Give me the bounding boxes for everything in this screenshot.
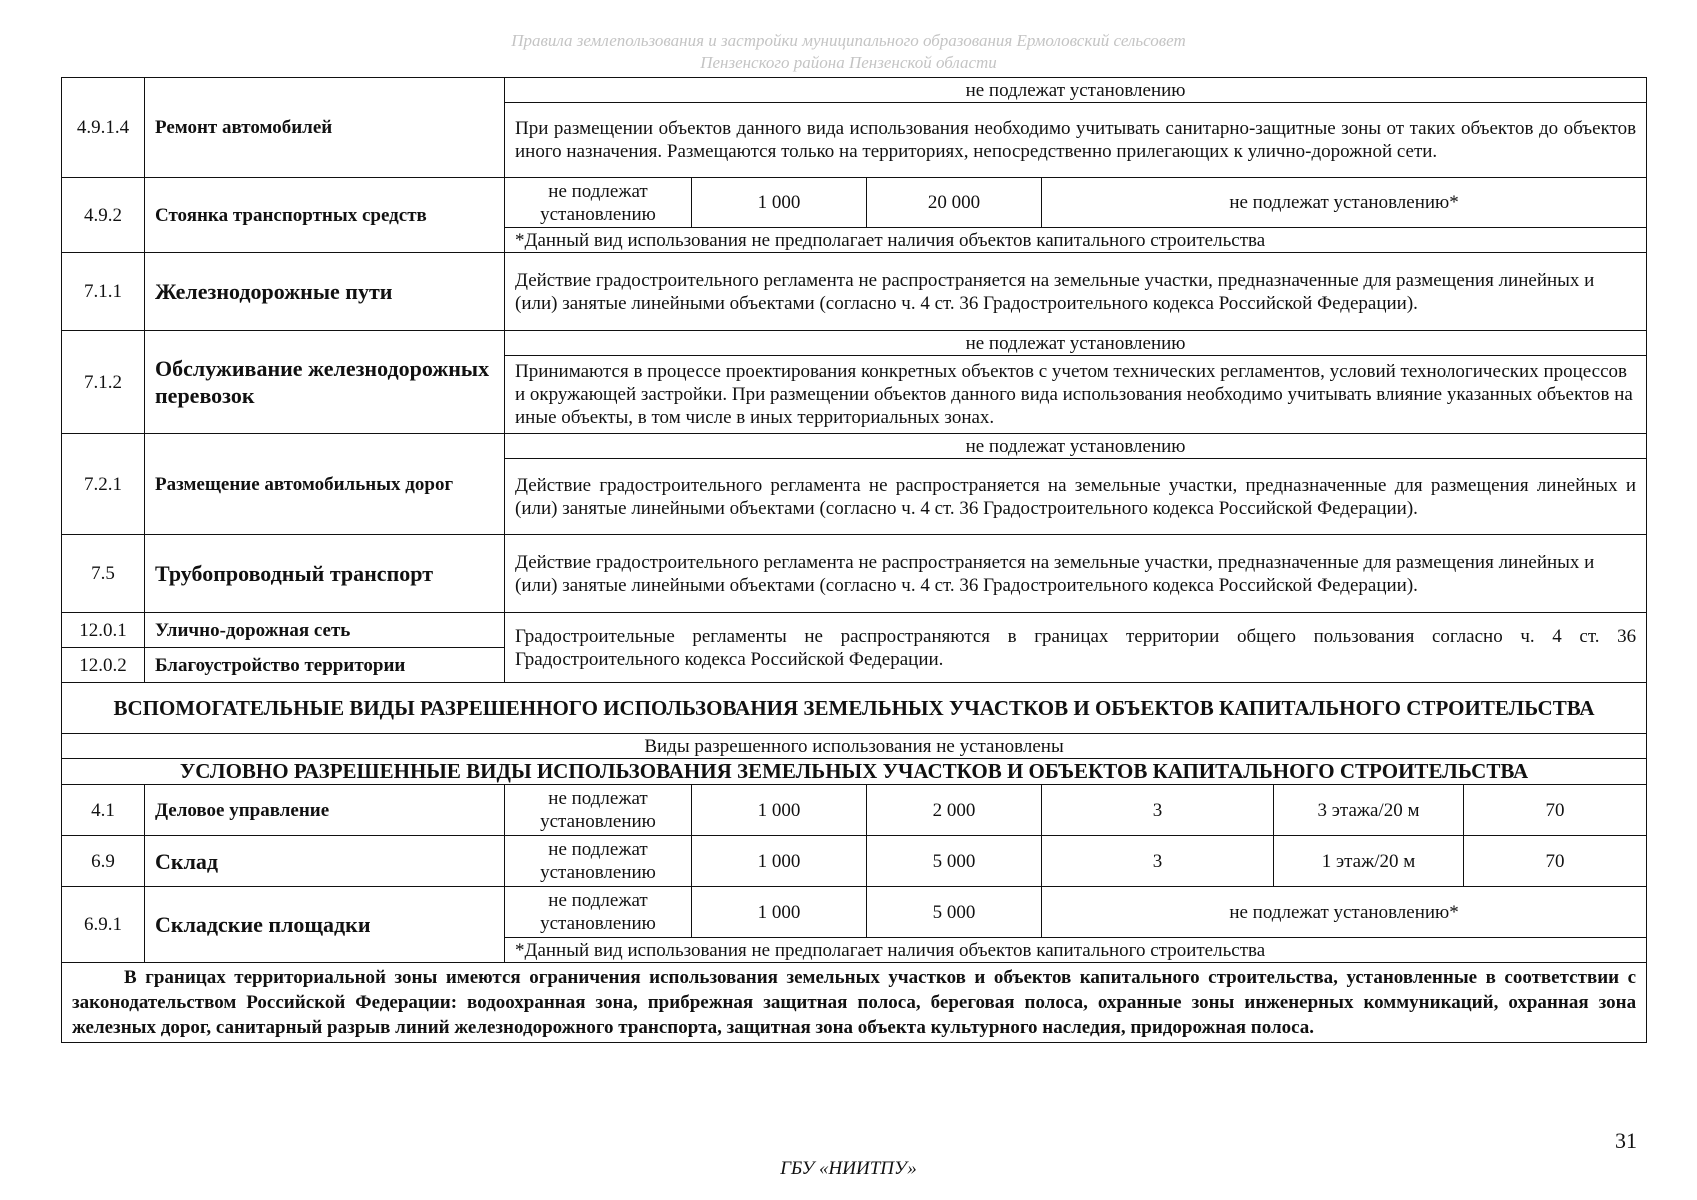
row-name: Улично-дорожная сеть: [145, 613, 505, 648]
row-code: 4.9.2: [62, 178, 145, 253]
page-number: 31: [1615, 1128, 1637, 1153]
row-text: Принимаются в процессе проектирования конкретных объектов с учетом технических регламентов, условий технологических процессов и окружающей застройки. При размещении объектов данного вида использования необходимо учитывать влияние указанных объектов на иные объекты, в том числе в иных территориальных зонах.: [505, 356, 1647, 434]
cell-area-max: 2 000: [867, 785, 1042, 836]
cell-height: 3 этажа/20 м: [1274, 785, 1464, 836]
header-line-1: Правила землепользования и застройки муниципального образования Ермоловский сельсовет: [511, 31, 1186, 50]
cell-width-min: не подлежат установлению: [505, 887, 692, 938]
cell-coverage: 70: [1464, 836, 1647, 887]
page-footer: ГБУ «НИИТПУ»: [780, 1158, 917, 1179]
row-name: Железнодорожные пути: [145, 253, 505, 331]
table-row: [62, 178, 1647, 228]
row-name: Обслуживание железнодорожных перевозок: [145, 331, 505, 434]
cell-area-min: 1 000: [692, 178, 867, 228]
table-row: [62, 613, 1647, 648]
row-name: Склад: [145, 836, 505, 887]
row-code: 4.1: [62, 785, 145, 836]
table-row: [62, 734, 1647, 759]
cell-rest: не подлежат установлению*: [1042, 887, 1647, 938]
row-text: Действие градостроительного регламента не распространяется на земельные участки, предназначенные для размещения линейных и (или) занятые линейными объектами (согласно ч. 4 ст. 36 Градостроительного кодекса Российской Федерации).: [505, 459, 1647, 535]
cell-width-min: не подлежат установлению: [505, 178, 692, 228]
row-name: Складские площадки: [145, 887, 505, 963]
table-row: [62, 434, 1647, 459]
row-name: Благоустройство территории: [145, 648, 505, 683]
section-title-conditional: УСЛОВНО РАЗРЕШЕННЫЕ ВИДЫ ИСПОЛЬЗОВАНИЯ ЗЕМЕЛЬНЫХ УЧАСТКОВ И ОБЪЕКТОВ КАПИТАЛЬНОГО СТРОИТЕЛЬСТВА: [62, 759, 1647, 785]
cell-area-min: 1 000: [692, 887, 867, 938]
regulations-table: [61, 77, 1647, 1043]
row-code: 7.1.1: [62, 253, 145, 331]
row-name: Стоянка транспортных средств: [145, 178, 505, 253]
row-name: Трубопроводный транспорт: [145, 535, 505, 613]
row-footnote: *Данный вид использования не предполагает наличия объектов капитального строительства: [505, 938, 1647, 963]
section-note: Виды разрешенного использования не установлены: [62, 734, 1647, 759]
table-row: [62, 836, 1647, 887]
cell-area-max: 5 000: [867, 887, 1042, 938]
cell-setback: 3: [1042, 836, 1274, 887]
row-value: не подлежат установлению: [505, 78, 1647, 103]
cell-area-min: 1 000: [692, 836, 867, 887]
cell-coverage: 70: [1464, 785, 1647, 836]
table-row: [62, 887, 1647, 938]
cell-area-min: 1 000: [692, 785, 867, 836]
row-code: 7.2.1: [62, 434, 145, 535]
cell-height: 1 этаж/20 м: [1274, 836, 1464, 887]
table-row: [62, 253, 1647, 331]
row-code: 6.9.1: [62, 887, 145, 963]
row-code: 12.0.2: [62, 648, 145, 683]
cell-rest: не подлежат установлению*: [1042, 178, 1647, 228]
cell-setback: 3: [1042, 785, 1274, 836]
section-row: [62, 759, 1647, 785]
cell-width-min: не подлежат установлению: [505, 785, 692, 836]
section-row: [62, 683, 1647, 734]
table-row: [62, 963, 1647, 1043]
row-code: 6.9: [62, 836, 145, 887]
row-name: Деловое управление: [145, 785, 505, 836]
row-value: не подлежат установлению: [505, 331, 1647, 356]
table-row: [62, 78, 1647, 103]
row-code: 12.0.1: [62, 613, 145, 648]
section-title-auxiliary: ВСПОМОГАТЕЛЬНЫЕ ВИДЫ РАЗРЕШЕННОГО ИСПОЛЬЗОВАНИЯ ЗЕМЕЛЬНЫХ УЧАСТКОВ И ОБЪЕКТОВ КАПИТАЛЬНОГО СТРОИТЕЛЬСТВА: [62, 683, 1647, 734]
row-text: При размещении объектов данного вида использования необходимо учитывать санитарно-защитные зоны от таких объектов до объектов иного назначения. Размещаются только на территориях, непосредственно прилегающих к улично-дорожной сети.: [505, 103, 1647, 178]
cell-width-min: не подлежат установлению: [505, 836, 692, 887]
table-row: [62, 785, 1647, 836]
zone-restrictions-note: В границах территориальной зоны имеются ограничения использования земельных участков и объектов капитального строительства, установленные в соответствии с законодательством Российской Федерации: водоохранная зона, прибрежная защитная полоса, береговая полоса, охранные зоны инженерных коммуникаций, охранная зона железных дорог, санитарный разрыв линий железнодорожного транспорта, защитная зона объекта культурного наследия, придорожная полоса.: [62, 963, 1647, 1043]
row-value: не подлежат установлению: [505, 434, 1647, 459]
table-row: [62, 331, 1647, 356]
row-code: 7.1.2: [62, 331, 145, 434]
cell-area-max: 5 000: [867, 836, 1042, 887]
row-code: 7.5: [62, 535, 145, 613]
cell-area-max: 20 000: [867, 178, 1042, 228]
row-text: Действие градостроительного регламента не распространяется на земельные участки, предназначенные для размещения линейных и (или) занятые линейными объектами (согласно ч. 4 ст. 36 Градостроительного кодекса Российской Федерации).: [505, 253, 1647, 331]
row-code: 4.9.1.4: [62, 78, 145, 178]
running-header: [0, 30, 1697, 74]
row-footnote: *Данный вид использования не предполагает наличия объектов капитального строительства: [505, 228, 1647, 253]
row-name: Размещение автомобильных дорог: [145, 434, 505, 535]
row-text: Действие градостроительного регламента не распространяется на земельные участки, предназначенные для размещения линейных и (или) занятые линейными объектами (согласно ч. 4 ст. 36 Градостроительного кодекса Российской Федерации).: [505, 535, 1647, 613]
row-text: Градостроительные регламенты не распространяются в границах территории общего пользования согласно ч. 4 ст. 36 Градостроительного кодекса Российской Федерации.: [505, 613, 1647, 683]
table-row: [62, 535, 1647, 613]
header-line-2: Пензенского района Пензенской области: [700, 53, 997, 72]
row-name: Ремонт автомобилей: [145, 78, 505, 178]
